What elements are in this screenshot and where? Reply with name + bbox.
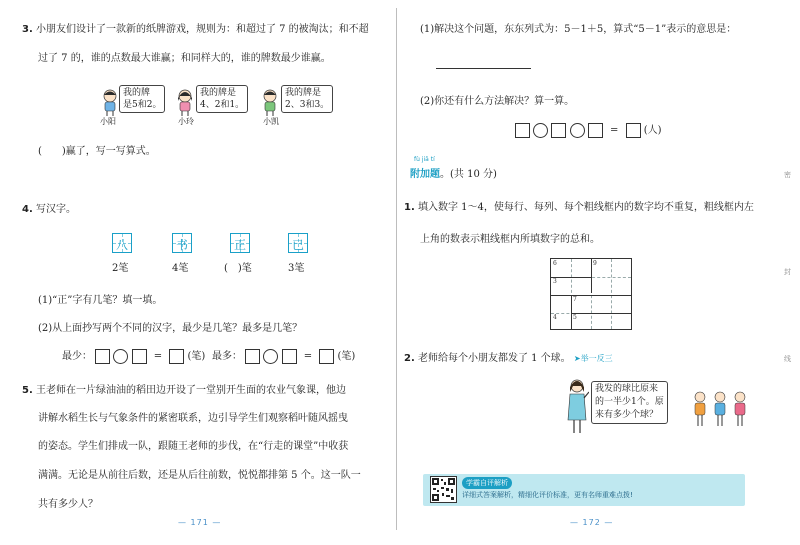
bonus-heading bbox=[410, 165, 497, 180]
least-equation bbox=[62, 347, 205, 364]
b2-line bbox=[404, 349, 613, 364]
answer-line[interactable] bbox=[436, 68, 531, 69]
b1-line1 bbox=[404, 198, 754, 213]
grid-clue: 7 bbox=[573, 296, 577, 303]
grid-clue: 3 bbox=[553, 278, 557, 285]
stroke-count-ba: 2笔 bbox=[112, 263, 129, 274]
tian-char: 正 bbox=[233, 238, 246, 252]
equals-sign: = bbox=[609, 125, 619, 136]
operator-circle[interactable] bbox=[533, 123, 548, 138]
kid-name-xiaoling: 小玲 bbox=[178, 117, 194, 126]
page-divider bbox=[396, 8, 397, 530]
equation-unit: (人) bbox=[643, 125, 662, 136]
answer-box[interactable] bbox=[515, 123, 530, 138]
children-icon bbox=[690, 390, 750, 430]
q4-heading bbox=[22, 200, 76, 215]
grid-line bbox=[611, 259, 612, 329]
answer-box[interactable] bbox=[588, 123, 603, 138]
q5-text-line1: 王老师在一片绿油油的稻田边开设了一堂别开生面的农业气象课，他边 bbox=[35, 385, 346, 396]
bubble-line: 我的牌是 bbox=[285, 88, 322, 98]
b1-text-line2: 上角的数表示粗线框内所填数字的总和。 bbox=[420, 234, 600, 245]
b1-number: 1. bbox=[404, 202, 415, 213]
tian-box-zheng bbox=[230, 233, 250, 253]
seal-char: 封 bbox=[784, 268, 791, 276]
tian-char: 已 bbox=[291, 238, 304, 252]
bubble-line: 2、3和3。 bbox=[285, 100, 330, 110]
bonus-title: 附加题 bbox=[410, 169, 440, 180]
grid-cage-line bbox=[551, 295, 631, 296]
answer-box[interactable] bbox=[245, 349, 260, 364]
tian-char: 书 bbox=[175, 238, 188, 252]
page-number-right: — 172 — bbox=[570, 518, 614, 527]
operator-circle[interactable] bbox=[113, 349, 128, 364]
q4-sub1: (1)“正”字有几笔？填一填。 bbox=[38, 295, 163, 306]
operator-circle[interactable] bbox=[570, 123, 585, 138]
q5-line1 bbox=[22, 381, 346, 396]
stroke-count-yi: 3笔 bbox=[288, 263, 305, 274]
kid-xiaokai-illustration bbox=[260, 88, 280, 119]
bubble-line: 来有多少个球？ bbox=[595, 410, 659, 420]
bubble-line: 我的牌是 bbox=[200, 88, 237, 98]
kid-xiaoyang-illustration bbox=[100, 88, 120, 119]
grid-clue: 4 bbox=[553, 314, 557, 321]
child-icon bbox=[175, 88, 195, 116]
bonus-pinyin: fù jiā tí bbox=[414, 156, 435, 163]
child-icon bbox=[100, 88, 120, 116]
tian-box-yi bbox=[288, 233, 308, 253]
grid-cage-line bbox=[571, 313, 631, 314]
answer-box[interactable] bbox=[282, 349, 297, 364]
least-unit: (笔) bbox=[187, 351, 206, 362]
grid-cage-line bbox=[591, 259, 592, 293]
q1-sub1: (1)解决这个问题，东东列式为：5－1＋5，算式“5－1”表示的意思是： bbox=[420, 24, 737, 35]
stroke-count-zheng[interactable]: ( )笔 bbox=[224, 263, 252, 274]
q3-line1 bbox=[22, 20, 369, 35]
bubble-line: 我发的球比原来 bbox=[595, 384, 659, 394]
q3-number: 3. bbox=[22, 24, 33, 35]
tian-box-shu bbox=[172, 233, 192, 253]
b2-text: 老师给每个小朋友都发了 1 个球。 bbox=[417, 353, 571, 364]
seal-char: 线 bbox=[784, 355, 791, 363]
q4-sub2: (2)从上面抄写两个不同的汉字，最少是几笔？最多是几笔？ bbox=[38, 323, 303, 334]
qr-code-icon bbox=[431, 477, 456, 502]
q5-text-line3: 的姿态。学生们排成一队，跟随王老师的步伐，在“行走的课堂”中收获 bbox=[38, 441, 349, 452]
seal-char: 密 bbox=[784, 171, 791, 179]
answer-box[interactable] bbox=[551, 123, 566, 138]
teacher-illustration bbox=[565, 378, 589, 437]
children-illustration bbox=[690, 390, 750, 433]
sudoku-grid[interactable] bbox=[550, 258, 632, 330]
q4-title: 写汉字。 bbox=[35, 204, 76, 215]
q5-number: 5. bbox=[22, 385, 33, 396]
stroke-count-shu: 4笔 bbox=[172, 263, 189, 274]
b1-text-line1: 填入数字 1～4，使每行、每列、每个粗线框内的数字均不重复，粗线框内左 bbox=[417, 202, 754, 213]
child-icon bbox=[260, 88, 280, 116]
least-label: 最少： bbox=[62, 351, 92, 362]
kid-xiaoling-illustration bbox=[175, 88, 195, 119]
kid-name-xiaokai: 小凯 bbox=[263, 117, 279, 126]
q5-text-line4: 满满。无论是从前往后数，还是从后往前数，悦悦都排第 5 个。这一队一 bbox=[38, 470, 361, 481]
grid-clue: 5 bbox=[573, 314, 577, 321]
answer-box[interactable] bbox=[132, 349, 147, 364]
kid-bubble-xiaokai bbox=[281, 85, 333, 113]
qr-code[interactable] bbox=[430, 476, 457, 503]
bubble-line: 我的牌 bbox=[123, 88, 151, 98]
bubble-line: 的一半少1个。原 bbox=[595, 397, 664, 407]
banner-tag: 学霸自评解析 bbox=[462, 477, 512, 489]
grid-clue: 9 bbox=[593, 260, 597, 267]
q5-text-line2: 讲解水稻生长与气象条件的紧密联系，边引导学生们观察稻叶随风摇曳 bbox=[38, 413, 348, 424]
teacher-icon bbox=[565, 378, 589, 434]
operator-circle[interactable] bbox=[263, 349, 278, 364]
tian-box-ba bbox=[112, 233, 132, 253]
q3-text-line2: 过了 7 的，谁的点数最大谁赢；和同样大的，谁的牌数最少谁赢。 bbox=[38, 53, 331, 64]
answer-box[interactable] bbox=[626, 123, 641, 138]
kid-bubble-xiaoling bbox=[196, 85, 248, 113]
most-label: 最多： bbox=[212, 351, 242, 362]
b2-number: 2. bbox=[404, 353, 415, 364]
equals-sign: = bbox=[303, 351, 313, 362]
kid-bubble-xiaoyang bbox=[119, 85, 165, 113]
most-unit: (笔) bbox=[337, 351, 356, 362]
banner-text: 详细式答案解析，精细化评价标准，更有名师重难点拨! bbox=[462, 491, 633, 499]
bonus-points: 。(共 10 分) bbox=[440, 169, 497, 180]
alternative-equation bbox=[515, 121, 662, 138]
b2-link[interactable]: ➤举一反三 bbox=[573, 354, 613, 363]
q3-answer-line: ( )赢了，写一写算式。 bbox=[38, 146, 156, 157]
grid-clue: 6 bbox=[553, 260, 557, 267]
q3-text-line1: 小朋友们设计了一款新的纸牌游戏，规则为：和超过了 7 的被淘汰；和不超 bbox=[35, 24, 369, 35]
q5-text-line5: 共有多少人？ bbox=[38, 499, 98, 510]
tian-char: 八 bbox=[115, 238, 128, 252]
answer-box[interactable] bbox=[319, 349, 334, 364]
grid-cage-line bbox=[551, 277, 591, 278]
teacher-speech-bubble bbox=[591, 381, 668, 424]
equals-sign: = bbox=[153, 351, 163, 362]
grid-cage-line bbox=[571, 295, 572, 329]
answer-box[interactable] bbox=[169, 349, 184, 364]
q4-number: 4. bbox=[22, 204, 33, 215]
answer-box[interactable] bbox=[95, 349, 110, 364]
most-equation bbox=[212, 347, 355, 364]
page-number-left: — 171 — bbox=[178, 518, 222, 527]
bubble-line: 4、2和1。 bbox=[200, 100, 245, 110]
q1-sub2: (2)你还有什么方法解决？算一算。 bbox=[420, 96, 575, 107]
bubble-line: 是5和2。 bbox=[123, 100, 162, 110]
kid-name-xiaoyang: 小阳 bbox=[100, 117, 116, 126]
